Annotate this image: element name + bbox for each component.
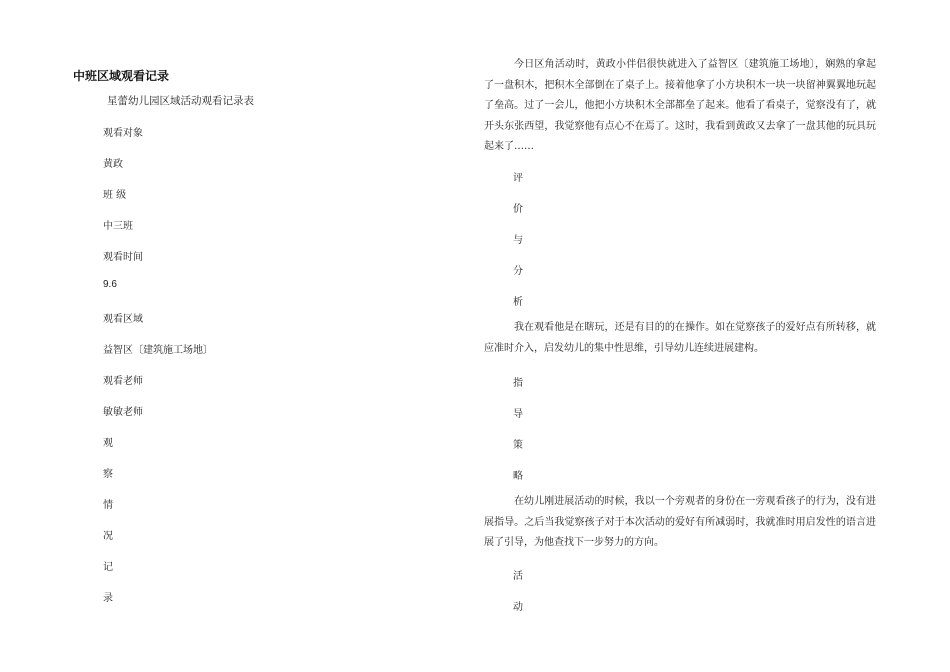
section-heading-char: 略 — [513, 471, 523, 482]
page-title: 中班区域观看记录 — [73, 69, 170, 83]
section-heading-char: 价 — [513, 204, 523, 215]
observation-paragraph: 今日区角活动时，黄政小伴侣很快就进入了益智区〔建筑施工场地〕，娴熟的拿起了一盘积木，把积木全部倒在了桌子上。接着他拿了小方块积木一块一块留神翼翼地玩起了垒高。过了一会儿，他把小方块积木全部都垒了起来。他看了看桌子，觉察没有了，就开头东张西望，我觉察他有点心不在焉了。这时，我看到黄政又去拿了一盘其他的玩具玩起来了…… — [484, 59, 876, 152]
section-heading-char: 况 — [103, 531, 113, 542]
field-value-date: 9.6 — [103, 279, 117, 290]
guidance-paragraph: 在幼儿刚进展活动的时候，我以一个旁观者的身份在一旁观看孩子的行为，没有进展指导。之后当我觉察孩子对于本次活动的爱好有所减弱时，我就准时用启发性的语言进展了引导，为他查找下一步努力的方向。 — [484, 496, 876, 548]
field-label-observation-area: 观看区域 — [103, 314, 143, 325]
section-heading-char: 记 — [103, 562, 113, 573]
section-heading-char: 策 — [513, 440, 523, 451]
section-heading-char: 分 — [513, 266, 523, 277]
field-value-area: 益智区〔建筑施工场地〕 — [103, 345, 213, 356]
section-heading-char: 评 — [513, 173, 523, 184]
section-heading-char: 与 — [513, 235, 523, 246]
field-label-class: 班 级 — [103, 190, 127, 201]
section-heading-char: 导 — [513, 409, 523, 420]
field-value-child-name: 黄政 — [103, 159, 123, 170]
section-heading-char: 指 — [513, 378, 523, 389]
evaluation-paragraph: 我在观看他是在瞎玩，还是有目的的在操作。如在觉察孩子的爱好点有所转移，就应准时介入，启发幼儿的集中性思维，引导幼儿连续进展建构。 — [484, 322, 876, 354]
field-label-observation-time: 观看时间 — [103, 252, 143, 263]
field-value-observer: 敏敏老师 — [103, 407, 143, 418]
record-form-title: 星蕾幼儿园区域活动观看记录表 — [107, 95, 254, 107]
section-heading-char: 活 — [513, 571, 523, 582]
section-heading-char: 情 — [103, 500, 113, 511]
section-heading-char: 析 — [513, 297, 523, 308]
section-heading-char: 动 — [513, 602, 523, 613]
field-label-observation-target: 观看对象 — [103, 128, 143, 139]
section-heading-char: 察 — [103, 469, 113, 480]
section-heading-char: 观 — [103, 438, 113, 449]
section-heading-char: 录 — [103, 593, 113, 604]
field-label-observer: 观看老师 — [103, 376, 143, 387]
field-value-class: 中三班 — [103, 221, 133, 232]
